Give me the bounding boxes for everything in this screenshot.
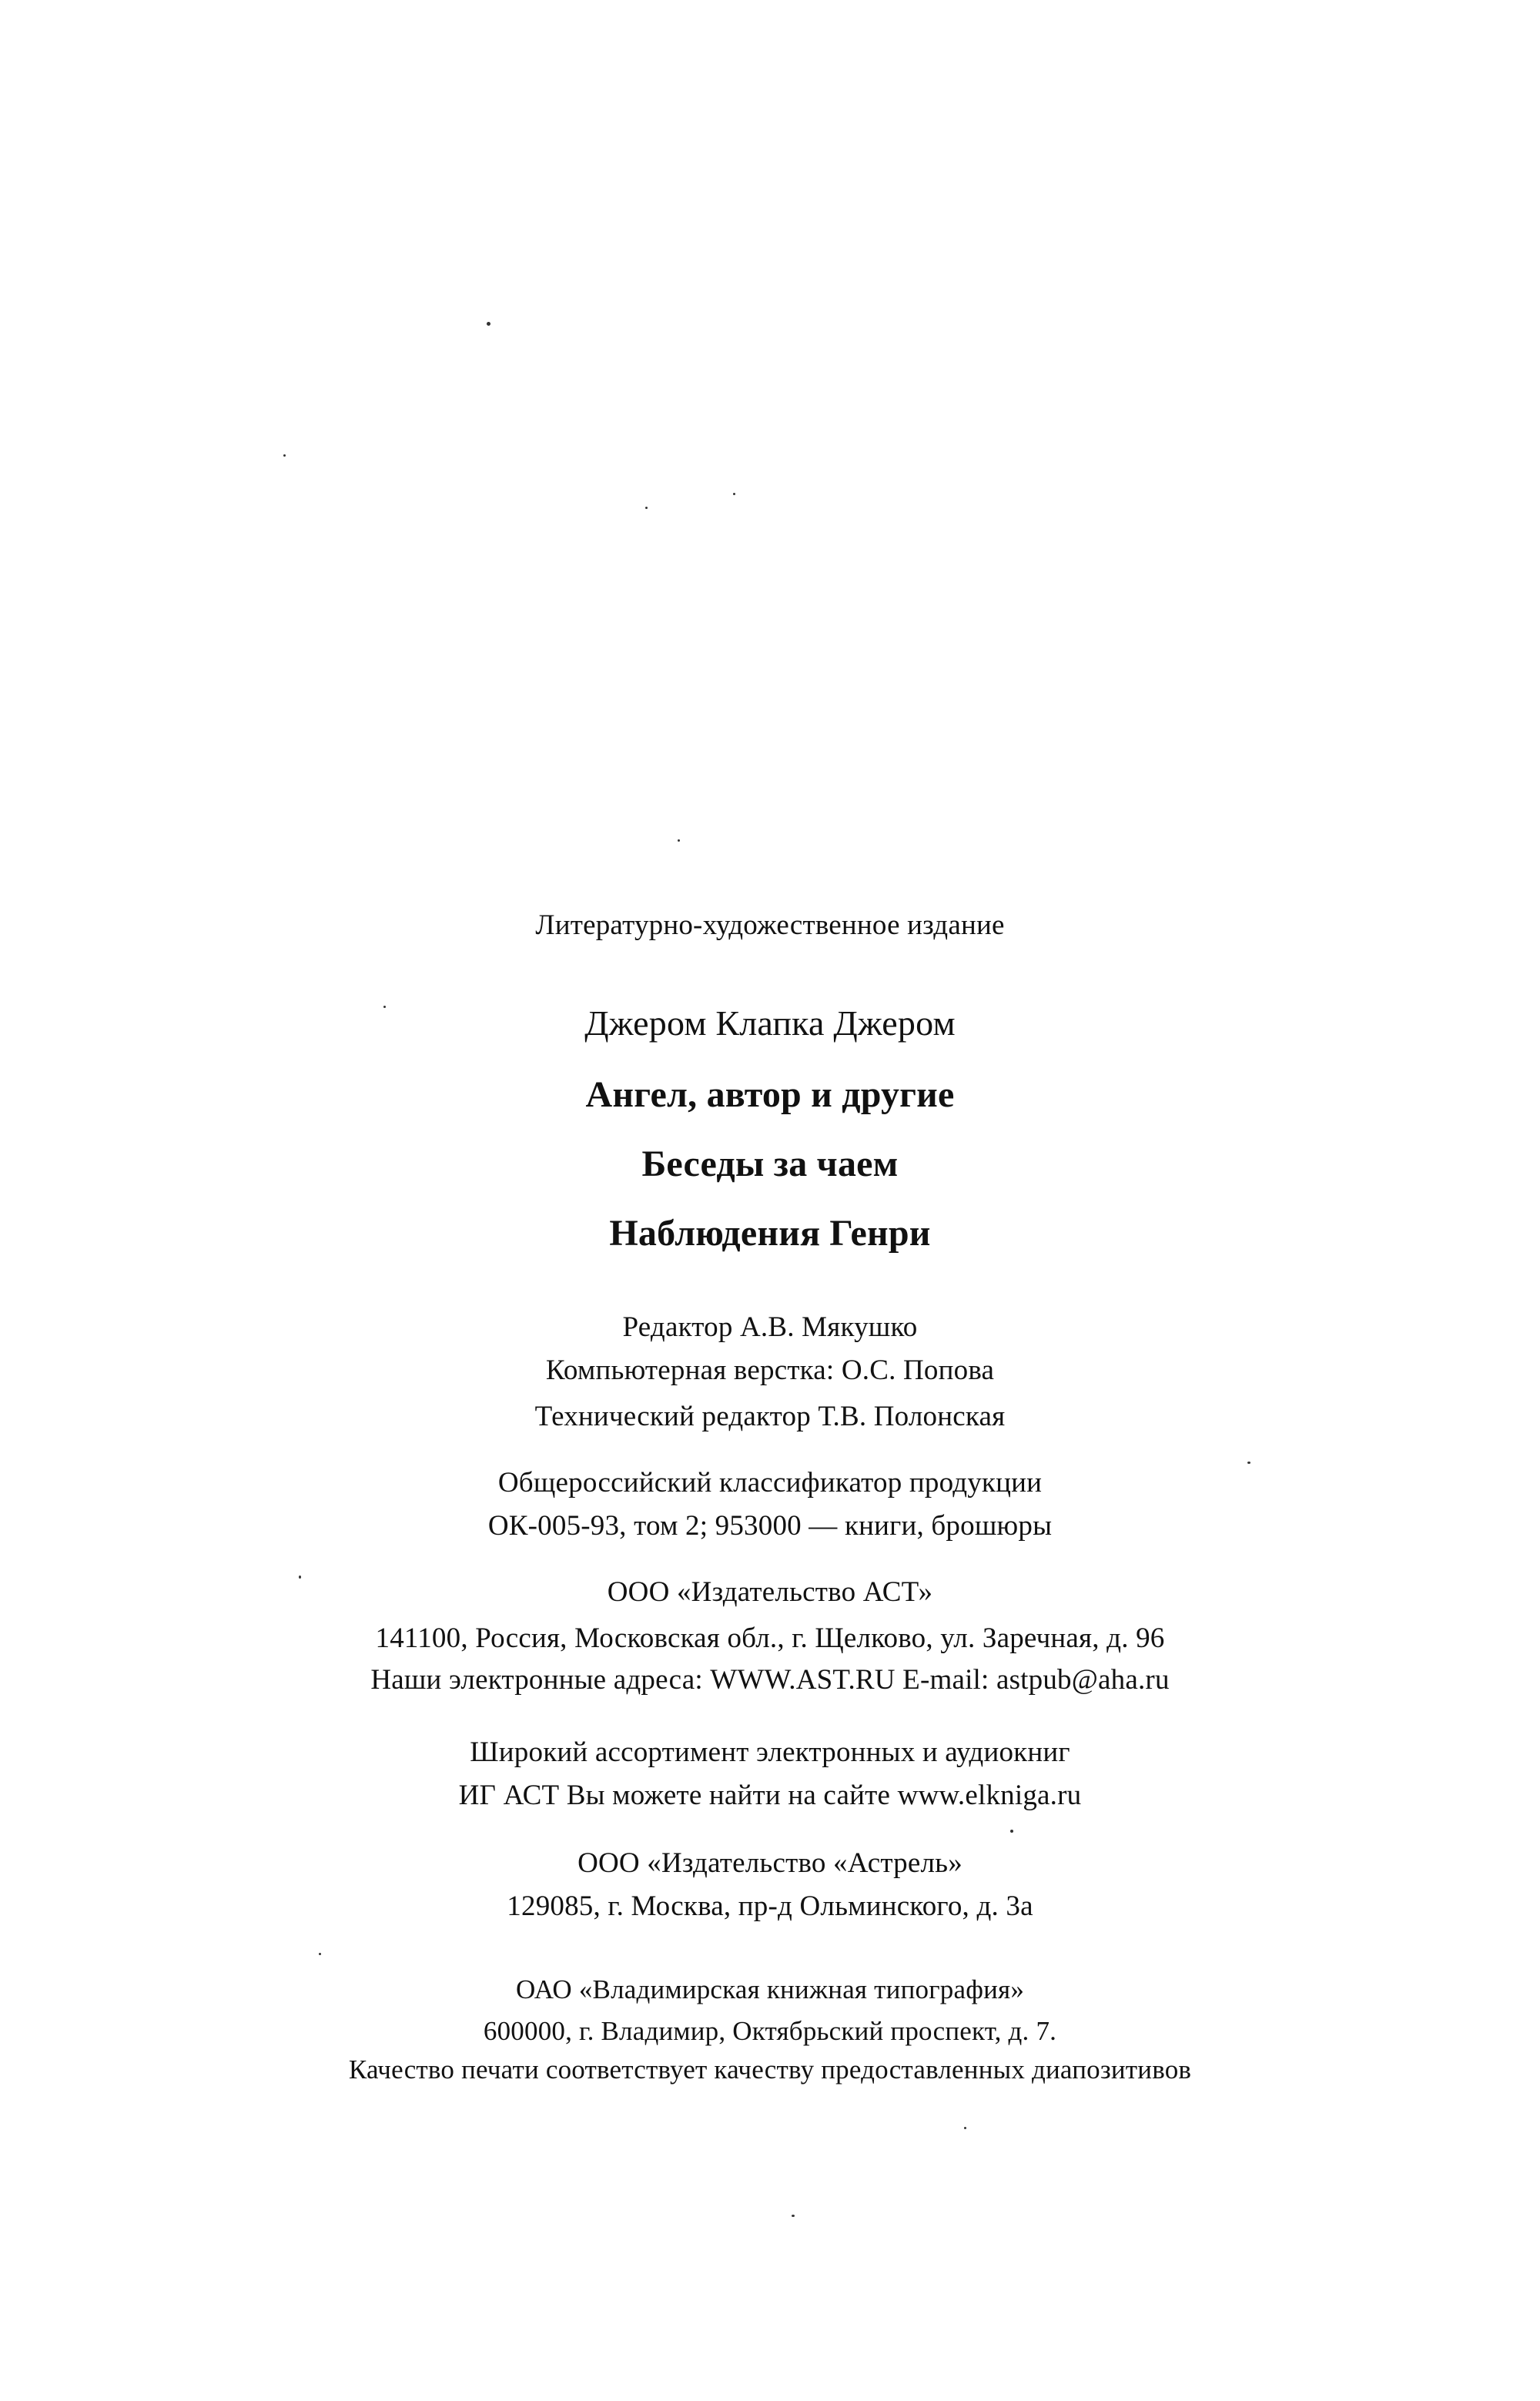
printer-name: ОАО «Владимирская книжная типография» xyxy=(515,1974,1025,2004)
scan-speck xyxy=(964,2127,966,2129)
book-author: Джером Клапка Джером xyxy=(584,1003,956,1043)
book-title-3: Наблюдения Генри xyxy=(609,1213,931,1254)
book-title-2: Беседы за чаем xyxy=(641,1144,899,1184)
printer-address: 600000, г. Владимир, Октябрьский проспект, д. 7. xyxy=(483,2016,1057,2046)
credit-tech-editor: Технический редактор Т.В. Полонская xyxy=(534,1401,1006,1432)
publisher-ast-name: ООО «Издательство АСТ» xyxy=(607,1576,933,1608)
scan-speck xyxy=(1247,1462,1250,1464)
scan-speck xyxy=(792,2215,795,2217)
scan-speck xyxy=(1010,1830,1013,1833)
credit-layout: Компьютерная верстка: О.С. Попова xyxy=(545,1355,995,1386)
print-quality-note: Качество печати соответствует качеству предоставленных диапозитивов xyxy=(348,2054,1192,2085)
scan-speck xyxy=(645,507,648,509)
scan-speck xyxy=(487,322,490,326)
ebooks-line-1: Широкий ассортимент электронных и аудиокниг xyxy=(470,1736,1070,1768)
credit-editor: Редактор А.В. Мякушко xyxy=(622,1311,918,1343)
classifier-line-1: Общероссийский классификатор продукции xyxy=(497,1467,1043,1499)
edition-type: Литературно-художественное издание xyxy=(535,909,1005,941)
publisher-ast-web: Наши электронные адреса: WWW.AST.RU E-mail: astpub@aha.ru xyxy=(370,1664,1170,1696)
scan-speck xyxy=(733,493,735,495)
scan-speck xyxy=(678,839,680,842)
scan-speck xyxy=(319,1953,321,1955)
book-title-1: Ангел, автор и другие xyxy=(585,1074,955,1115)
publisher-ast-address: 141100, Россия, Московская обл., г. Щелково, ул. Заречная, д. 96 xyxy=(375,1622,1165,1654)
scan-speck xyxy=(283,454,286,457)
publisher-astrel-address: 129085, г. Москва, пр-д Ольминского, д. 3а xyxy=(507,1890,1033,1922)
publisher-astrel-name: ООО «Издательство «Астрель» xyxy=(578,1847,962,1879)
ebooks-line-2: ИГ АСТ Вы можете найти на сайте www.elkniga.ru xyxy=(458,1780,1082,1811)
classifier-line-2: ОК-005-93, том 2; 953000 — книги, брошюры xyxy=(487,1510,1053,1542)
